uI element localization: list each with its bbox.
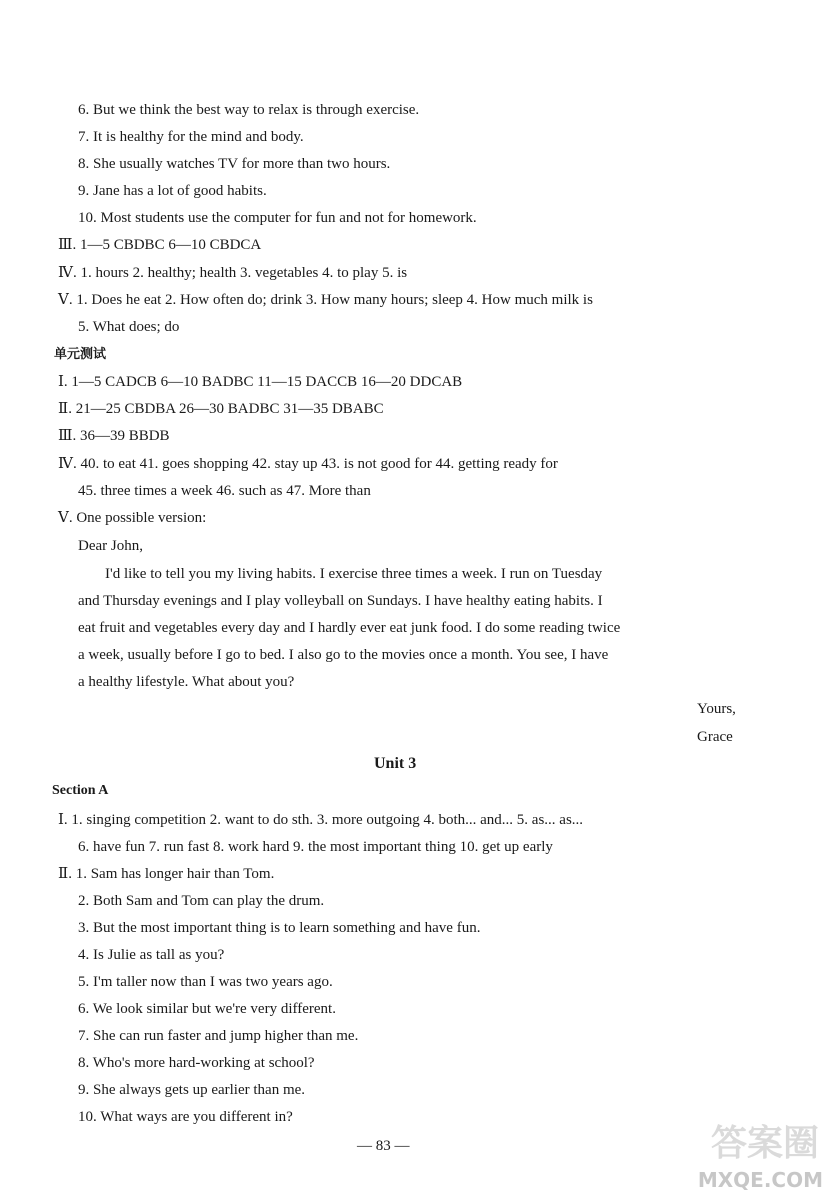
answer-line: Ⅴ. 1. Does he eat 2. How often do; drink 3. How many hours; sleep 4. How much milk is <box>58 292 593 308</box>
watermark-cn-text: 答案圈 <box>710 1123 819 1164</box>
letter-paragraph-line: and Thursday evenings and I play volleyball on Sundays. I have healthy eating habits. I <box>78 593 603 609</box>
answer-line: 6. But we think the best way to relax is through exercise. <box>78 102 420 118</box>
letter-paragraph-line: a healthy lifestyle. What about you? <box>78 674 295 690</box>
answer-line: 5. What does; do <box>78 319 180 335</box>
answer-line: Ⅲ. 36—39 BBDB <box>58 428 170 444</box>
answer-line: Ⅴ. One possible version: <box>58 510 207 526</box>
answer-line: 8. She usually watches TV for more than two hours. <box>78 156 391 172</box>
letter-paragraph-line: eat fruit and vegetables every day and I hardly ever eat junk food. I do some reading twice <box>78 620 621 636</box>
answer-line: 45. three times a week 46. such as 47. More than <box>78 483 371 499</box>
letter-greeting: Dear John, <box>78 538 143 554</box>
watermark-logo <box>697 1114 823 1192</box>
answer-line: Ⅰ. 1. singing competition 2. want to do sth. 3. more outgoing 4. both... and... 5. as... as... <box>58 812 584 828</box>
answer-line: Ⅱ. 21—25 CBDBA 26—30 BADBC 31—35 DBABC <box>58 401 384 417</box>
answer-line: 3. But the most important thing is to learn something and have fun. <box>78 920 481 936</box>
answer-line: 6. We look similar but we're very different. <box>78 1001 336 1017</box>
letter-paragraph-line: a week, usually before I go to bed. I also go to the movies once a month. You see, I have <box>78 647 609 663</box>
letter-paragraph-line: I'd like to tell you my living habits. I exercise three times a week. I run on Tuesday <box>105 566 603 582</box>
answer-line: 6. have fun 7. run fast 8. work hard 9. the most important thing 10. get up early <box>78 839 553 855</box>
answer-line: Ⅳ. 40. to eat 41. goes shopping 42. stay up 43. is not good for 44. getting ready for <box>58 456 558 472</box>
answer-line: 4. Is Julie as tall as you? <box>78 947 225 963</box>
answer-line: 9. She always gets up earlier than me. <box>78 1082 306 1098</box>
answer-line: 7. It is healthy for the mind and body. <box>78 129 304 145</box>
answer-line: Ⅲ. 1—5 CBDBC 6—10 CBDCA <box>58 237 262 253</box>
letter-closing: Yours, <box>697 701 736 717</box>
section-title: Section A <box>52 783 109 798</box>
answer-line: 5. I'm taller now than I was two years ago. <box>78 974 333 990</box>
answer-line: 2. Both Sam and Tom can play the drum. <box>78 893 325 909</box>
answer-line: 10. What ways are you different in? <box>78 1109 293 1125</box>
letter-signature: Grace <box>697 729 733 745</box>
answer-line: 8. Who's more hard-working at school? <box>78 1055 315 1071</box>
answer-line: Ⅰ. 1—5 CADCB 6—10 BADBC 11—15 DACCB 16—20 DDCAB <box>58 374 463 390</box>
section-heading: 单元测试 <box>54 347 107 362</box>
answer-line: 9. Jane has a lot of good habits. <box>78 183 267 199</box>
page-number: — 83 — <box>357 1138 410 1154</box>
answer-line: Ⅳ. 1. hours 2. healthy; health 3. vegetables 4. to play 5. is <box>58 265 408 281</box>
answer-line: 10. Most students use the computer for fun and not for homework. <box>78 210 477 226</box>
unit-title: Unit 3 <box>374 755 417 772</box>
answer-line: Ⅱ. 1. Sam has longer hair than Tom. <box>58 866 275 882</box>
answer-line: 7. She can run faster and jump higher than me. <box>78 1028 359 1044</box>
watermark-url-text: MXQE.COM <box>697 1168 823 1192</box>
